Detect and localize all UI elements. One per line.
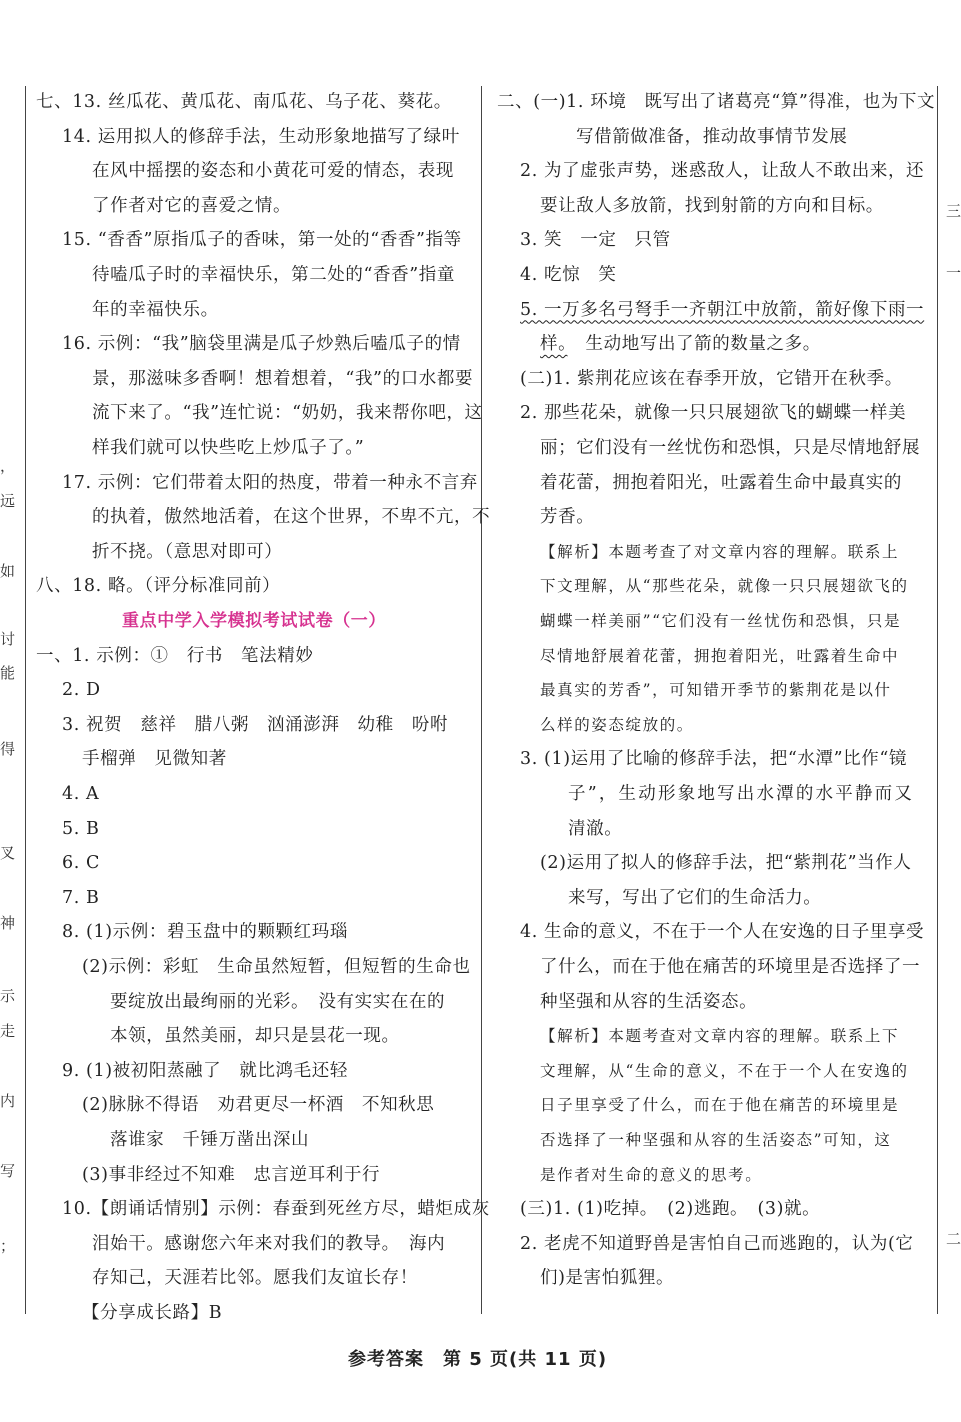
right-line: 丽；它们没有一丝忧伤和恐惧，只是尽情地舒展 (540, 438, 921, 458)
left-line: 要绽放出最绚丽的光彩。 没有实实在在的 (110, 991, 446, 1012)
right-line: 4. 吃惊 笑 (520, 265, 617, 285)
left-line: 4. A (62, 784, 100, 804)
right-line: 下文理解，从“那些花朵，就像一只只展翅欲飞的 (540, 577, 909, 596)
right-edge-char: 一 (946, 264, 961, 282)
right-line: 文理解，从“生命的意义，不在于一个人在安逸的 (540, 1061, 909, 1080)
right-line: 么样的姿态绽放的。 (540, 715, 694, 734)
center-divider (481, 86, 482, 1314)
left-edge-char: ， (0, 457, 16, 475)
right-line: 【解析】本题考查了对文章内容的理解。联系上 (540, 542, 900, 561)
right-line: 要让敌人多放箭，找到射箭的方向和目标。 (540, 195, 884, 216)
right-line: 芳香。 (540, 507, 595, 528)
left-line: 在风中摇摆的姿态和小黄花可爱的情态，表现 (92, 161, 454, 182)
right-line: 3. 笑 一定 只管 (520, 230, 671, 251)
left-line: 3. 祝贺 慈祥 腊八粥 汹涌澎湃 幼稚 吩咐 (62, 714, 449, 735)
left-line: 折不挠。（意思对即可） (92, 541, 283, 562)
exam-section-title: 重点中学入学模拟考试试卷（一） (122, 611, 386, 631)
left-edge-char: 内 (0, 1092, 16, 1110)
right-line: 否选择了一种坚强和从容的生活姿态”可知，这 (540, 1131, 892, 1149)
right-line: 了什么，而在于他在痛苦的环境里是否选择了一 (540, 957, 921, 977)
right-edge-char: 三 (946, 202, 961, 220)
right-line: 4. 生命的意义，不在于一个人在安逸的日子里享受 (520, 922, 925, 943)
left-line: 15. “香香”原指瓜子的香味，第一处的“香香”指等 (62, 230, 462, 251)
left-line: 16. 示例：“我”脑袋里满是瓜子炒熟后嗑瓜子的情 (62, 334, 461, 355)
left-line: 7. B (62, 887, 100, 908)
left-margin-rule (25, 86, 26, 1314)
left-line: 存知己，天涯若比邻。愿我们友谊长存！ (92, 1268, 418, 1289)
right-line: 5. 一万多名弓弩手一齐朝江中放箭，箭好像下雨一 (520, 299, 925, 320)
left-line: 泪始干。感谢您六年来对我们的教导。 海内 (92, 1233, 446, 1254)
right-line: 2. 老虎不知道野兽是害怕自己而逃跑的，认为(它 (520, 1233, 914, 1254)
left-line: 一、1. 示例：① 行书 笔法精妙 (36, 645, 314, 666)
right-edge-char: 二 (946, 1230, 961, 1248)
right-line: 子”，生动形象地写出水潭的水平静而又 (568, 784, 915, 804)
left-line: 了作者对它的喜爱之情。 (92, 195, 292, 216)
right-line: (三)1. (1)吃掉。 (2)逃跑。 (3)就。 (520, 1199, 821, 1220)
left-line: 样我们就可以快些吃上炒瓜子了。” (92, 438, 365, 458)
right-line: 样。 生动地写出了箭的数量之多。 (540, 334, 821, 355)
left-line: 年的幸福快乐。 (92, 299, 219, 320)
left-edge-char: 讨 (0, 630, 16, 648)
left-line: 【分享成长路】B (82, 1303, 223, 1323)
right-line: 2. 为了虚张声势，迷惑敌人，让敌人不敢出来，还 (520, 161, 925, 182)
page-footer: 参考答案 第 5 页(共 11 页) (347, 1349, 608, 1370)
left-line: 9. (1)被初阳蒸融了 就比鸿毛还轻 (62, 1060, 348, 1081)
left-edge-char: 写 (0, 1162, 16, 1180)
left-line: 14. 运用拟人的修辞手法，生动形象地描写了绿叶 (62, 126, 460, 147)
right-line: (二)1. 紫荆花应该在春季开放，它错开在秋季。 (520, 368, 903, 389)
right-line: 着花蕾，拥抱着阳光，吐露着生命中最真实的 (540, 472, 902, 493)
left-edge-char: 示 (0, 987, 16, 1005)
right-line: 是作者对生命的意义的思考。 (540, 1165, 763, 1184)
left-edge-char: 得 (0, 740, 16, 758)
left-line: 本领，虽然美丽，却只是昙花一现。 (110, 1026, 400, 1047)
right-line: 种坚强和从容的生活姿态。 (540, 991, 758, 1012)
right-line: 蝴蝶一样美丽”“它们没有一丝忧伤和恐惧，只是 (540, 612, 902, 630)
left-line: 七、13. 丝瓜花、黄瓜花、南瓜花、乌子花、葵花。 (36, 92, 452, 112)
left-line: 6. C (62, 853, 101, 874)
right-margin-rule (937, 86, 938, 1314)
left-line: 10.【朗诵话情别】示例：春蚕到死丝方尽，蜡炬成灰 (62, 1199, 490, 1220)
right-line: 3. (1)运用了比喻的修辞手法，把“水潭”比作“镜 (520, 749, 907, 770)
left-line: (2)脉脉不得语 劝君更尽一杯酒 不知秋思 (82, 1095, 435, 1116)
left-edge-char: 叉 (0, 844, 16, 862)
left-line: 景，那滋味多香啊！想着想着，“我”的口水都要 (92, 368, 474, 389)
left-line: 流下来了。“我”连忙说：“奶奶，我来帮你吧，这 (92, 403, 483, 424)
right-line: 尽情地舒展着花蕾，拥抱着阳光，吐露着生命中 (540, 646, 900, 665)
left-edge-char: 神 (0, 914, 16, 932)
left-edge-char: 走 (0, 1022, 16, 1040)
right-line: 二、(一)1. 环境 既写出了诸葛亮“算”得准，也为下文 (497, 92, 936, 112)
left-line: 5. B (62, 818, 100, 839)
left-line: 八、18. 略。（评分标准同前） (36, 576, 281, 597)
right-line: 日子里享受了什么，而在于他在痛苦的环境里是 (540, 1096, 900, 1115)
left-edge-char: 远 (0, 492, 16, 510)
left-line: 2. D (62, 680, 101, 701)
right-line: 【解析】本题考查对文章内容的理解。联系上下 (540, 1027, 900, 1046)
left-line: 手榴弹 见微知著 (82, 749, 227, 770)
right-line: 们)是害怕狐狸。 (540, 1268, 675, 1289)
right-line: 最真实的芳香”，可知错开季节的紫荆花是以什 (540, 681, 892, 700)
left-line: (2)示例：彩虹 生命虽然短暂，但短暂的生命也 (82, 957, 471, 977)
left-line: 17. 示例：它们带着太阳的热度，带着一种永不言弃 (62, 472, 478, 493)
left-edge-char: 如 (0, 562, 16, 580)
left-line: 落谁家 千锤万凿出深山 (110, 1130, 310, 1150)
right-line: 清澈。 (568, 818, 623, 839)
left-edge-char: 能 (0, 664, 16, 682)
right-line: (2)运用了拟人的修辞手法，把“紫荆花”当作人 (540, 853, 912, 874)
left-line: (3)事非经过不知难 忠言逆耳利于行 (82, 1164, 381, 1185)
left-line: 的执着，傲然地活着，在这个世界，不卑不亢，不 (92, 507, 491, 528)
left-line: 8. (1)示例：碧玉盘中的颗颗红玛瑙 (62, 922, 348, 943)
right-line: 来写，写出了它们的生命活力。 (568, 887, 822, 908)
right-line: 写借箭做准备，推动故事情节发展 (576, 126, 848, 147)
left-line: 待嗑瓜子时的幸福快乐，第二处的“香香”指童 (92, 265, 455, 285)
left-edge-char: ； (0, 1237, 16, 1255)
right-line: 2. 那些花朵，就像一只只展翅欲飞的蝴蝶一样美 (520, 403, 907, 424)
